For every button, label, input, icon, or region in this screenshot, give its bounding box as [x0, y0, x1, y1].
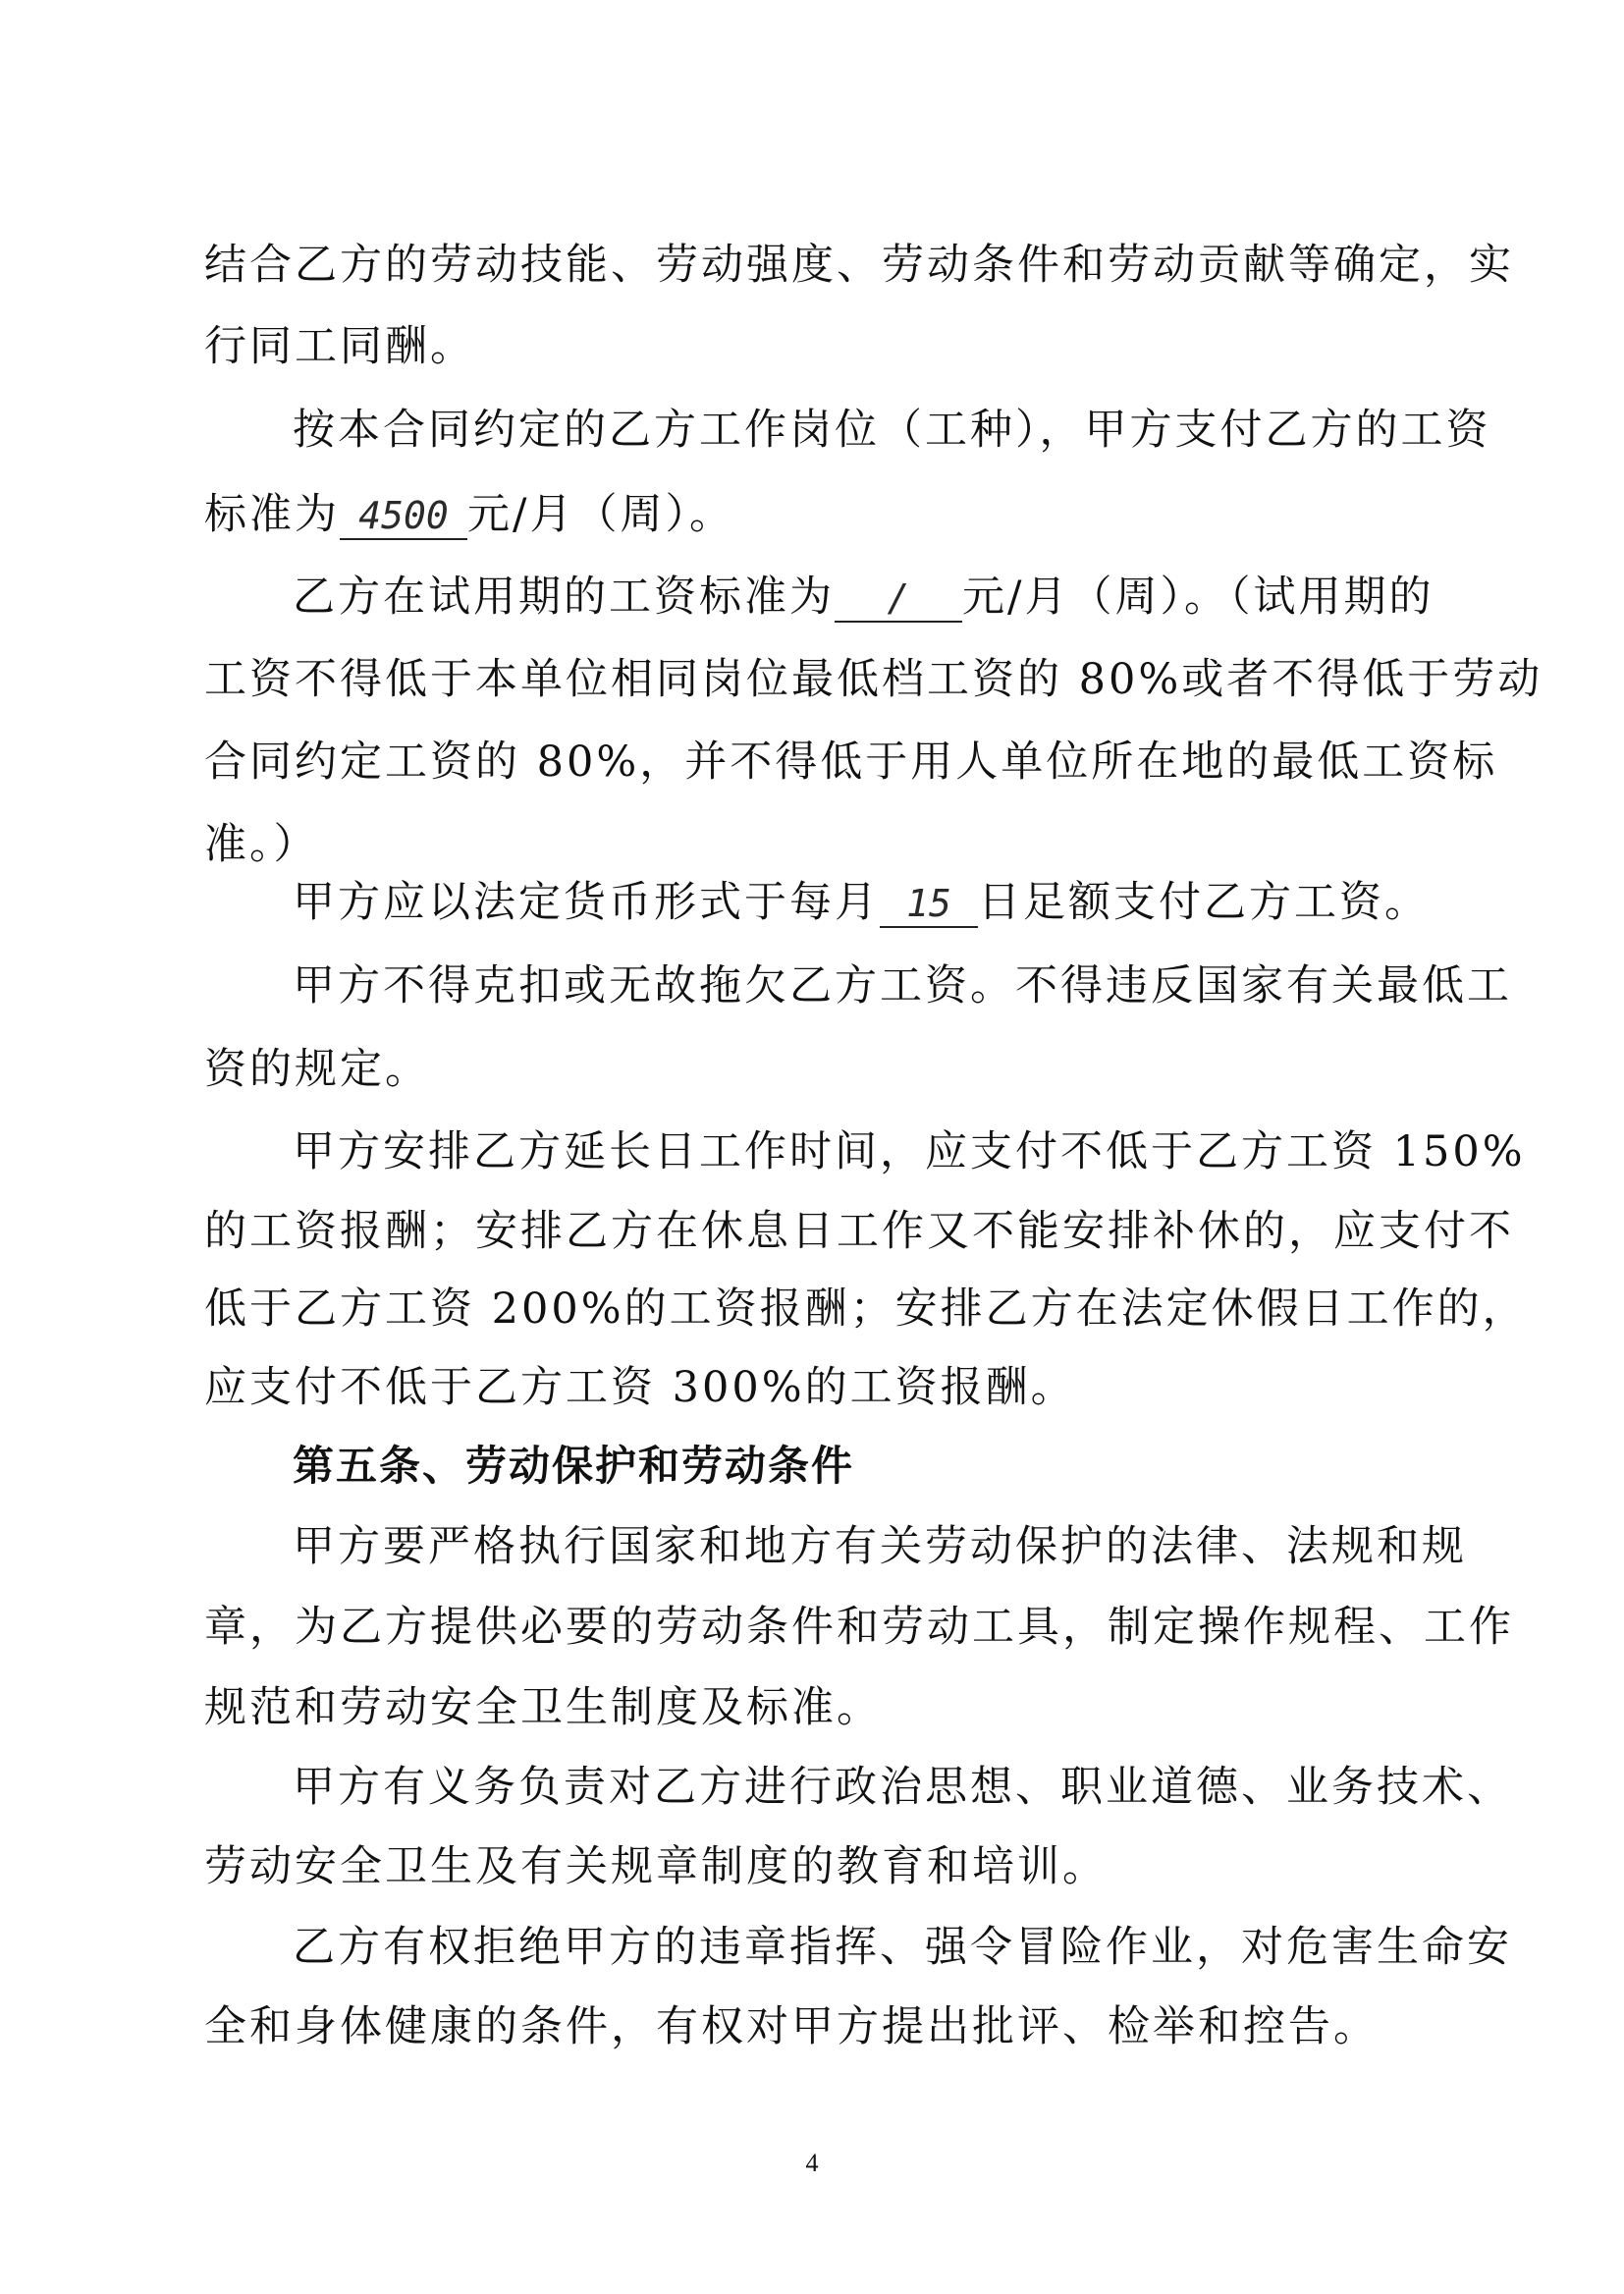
line-prefix: 标准为 [204, 490, 340, 539]
page-number: 4 [805, 2149, 819, 2177]
paragraph-line: 甲方安排乙方延长日工作时间，应支付不低于乙方工资 150% [293, 1127, 1526, 1176]
paragraph-line: 全和身体健康的条件，有权对甲方提出批评、检举和控告。 [204, 2002, 1379, 2051]
paragraph-line: 按本合同约定的乙方工作岗位（工种），甲方支付乙方的工资 [293, 406, 1491, 455]
line-suffix: 日足额支付乙方工资。 [978, 878, 1430, 927]
paragraph-line: 合同约定工资的 80%，并不得低于用人单位所在地的最低工资标 [204, 737, 1498, 787]
paragraph-line: 章，为乙方提供必要的劳动条件和劳动工具，制定操作规程、工作 [204, 1603, 1514, 1652]
salary-standard-line [204, 487, 734, 542]
paragraph-line: 的工资报酬；安排乙方在休息日工作又不能安排补休的，应支付不 [204, 1207, 1514, 1256]
probation-salary-line [293, 570, 1435, 625]
paragraph-line: 规范和劳动安全卫生制度及标准。 [204, 1683, 882, 1732]
paragraph-line: 甲方不得克扣或无故拖欠乙方工资。不得违反国家有关最低工 [293, 961, 1512, 1010]
payday-line [293, 875, 1430, 930]
line-prefix: 甲方应以法定货币形式于每月 [293, 878, 880, 927]
section-heading: 第五条、劳动保护和劳动条件 [293, 1442, 855, 1490]
paragraph-line: 劳动安全卫生及有关规章制度的教育和培训。 [204, 1842, 1108, 1891]
paragraph-line: 应支付不低于乙方工资 300%的工资报酬。 [204, 1363, 1076, 1412]
paragraph-line: 甲方要严格执行国家和地方有关劳动保护的法律、法规和规 [293, 1522, 1467, 1571]
line-prefix: 乙方在试用期的工资标准为 [293, 573, 835, 622]
paragraph-line: 结合乙方的劳动技能、劳动强度、劳动条件和劳动贡献等确定，实 [204, 241, 1514, 290]
paragraph-line: 低于乙方工资 200%的工资报酬；安排乙方在法定休假日工作的， [204, 1284, 1528, 1334]
paragraph-line: 工资不得低于本单位相同岗位最低档工资的 80%或者不得低于劳动 [204, 655, 1543, 704]
handwritten-probation-salary: / [835, 575, 962, 623]
line-suffix: 元/月（周）。 [467, 490, 734, 539]
handwritten-payday: 15 [880, 881, 978, 928]
handwritten-salary-amount: 4500 [340, 493, 467, 540]
paragraph-line: 准。） [204, 820, 319, 869]
paragraph-line: 资的规定。 [204, 1045, 430, 1094]
paragraph-line: 乙方有权拒绝甲方的违章指挥、强令冒险作业，对危害生命安 [293, 1923, 1512, 1972]
paragraph-line: 行同工同酬。 [204, 322, 475, 371]
line-suffix: 元/月（周）。（试用期的 [962, 573, 1435, 622]
paragraph-line: 甲方有义务负责对乙方进行政治思想、职业道德、业务技术、 [293, 1763, 1512, 1812]
